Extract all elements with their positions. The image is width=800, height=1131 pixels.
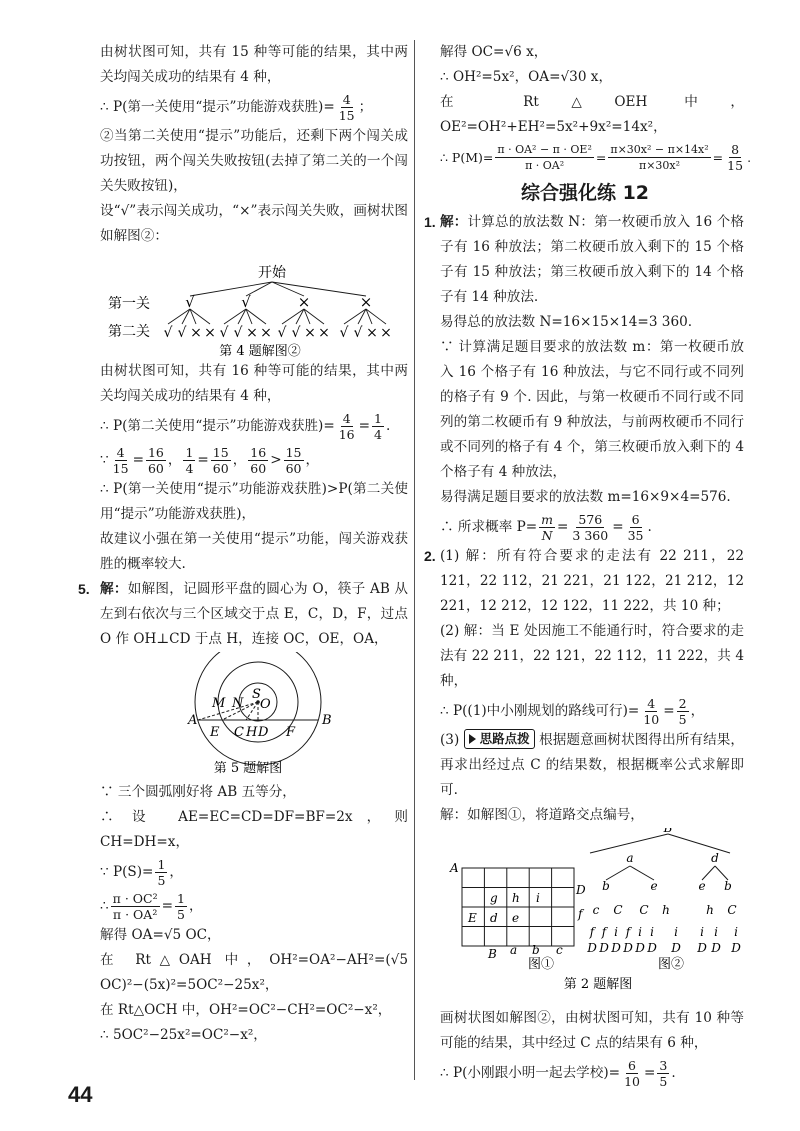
formula-text: ∴ P((1)中小刚规划的路线可行)= [440, 702, 640, 719]
grid-point-label: i [536, 891, 540, 905]
text-line [440, 210, 744, 310]
column-divider [414, 40, 415, 1080]
road-tree-node: D [697, 941, 707, 955]
denominator: 5 [157, 872, 166, 888]
denominator: 3 360 [572, 527, 609, 543]
tree-level2-node: × [190, 325, 202, 341]
formula-text: = [161, 897, 174, 914]
road-tree-node: e [698, 879, 706, 893]
numerator: 1 [185, 444, 194, 460]
fig1-caption: 图① [528, 957, 555, 972]
fraction [608, 143, 710, 172]
numerator: π · OC² [112, 890, 158, 906]
denominator: 10 [624, 1073, 640, 1089]
circle-point-label: N [232, 696, 244, 711]
tree-level2-node: √ [277, 325, 287, 341]
fraction [657, 1059, 669, 1088]
numerator: π · OA² − π · OE² [497, 142, 592, 156]
text-line: 易得总的放法数 N=16×15×14=3 360. [440, 314, 693, 330]
road-figures-svg [440, 828, 758, 1006]
circle-point-label: H [246, 725, 258, 740]
denominator: π · OA² [112, 906, 158, 922]
grid-point-label: h [512, 891, 520, 905]
text-line: 解得 OA=√5 OC， [100, 927, 221, 943]
question-number: 5. [78, 581, 90, 597]
text-line: ∴ 5OC²−25x²=OC²−x²， [100, 1027, 267, 1043]
text-line: 在 Rt△OCH 中，OH²=OC²−CH²=OC²−x²， [100, 1002, 392, 1018]
hint-tag-label: 思路点拨 [479, 731, 530, 746]
circle-point-label: O [260, 697, 271, 712]
fraction [570, 513, 610, 542]
formula-text: ∴ [100, 897, 109, 914]
road-tree-node: C [613, 903, 623, 917]
numerator: 15 [285, 444, 302, 460]
denominator: 60 [212, 460, 229, 476]
numerator: 2 [678, 695, 687, 711]
circle-point-label: C [234, 725, 244, 740]
road-tree-node: D [599, 941, 609, 955]
denominator: 35 [627, 527, 644, 543]
fraction [284, 446, 304, 475]
text-line: ∴ 设 AE=EC=CD=DF=BF=2x，则 CH=DH=x， [100, 809, 408, 850]
formula-text: ∴ P(M)= [440, 149, 494, 165]
road-tree-node: C [639, 903, 649, 917]
denominator: 4 [185, 460, 194, 476]
road-tree-node: C [727, 903, 737, 917]
text-span: 如解图，记圆形平盘的圆心为 O，筷子 AB 从左到右依次与三个区域交于点 E，C，D，F，过点 O 作 OH⊥CD 于点 H，连接 OC，OE，OA， [100, 581, 408, 647]
text-line: 在 Rt△OAH 中，OH²=OA²−AH²=(√5 OC)²−(5x)²=5OC²−25x²， [100, 952, 408, 993]
numerator: 576 [578, 511, 603, 527]
denominator: 60 [285, 460, 302, 476]
formula-text: ， [167, 451, 182, 468]
formula-line [70, 90, 408, 124]
text-line: (2) 解：当 E 处因施工不能通行时，符合要求的走法有 22 211，22 121，22 112，11 222，共 4 种， [440, 623, 744, 689]
numerator: 1 [177, 890, 185, 906]
section-title: 综合强化练 12 [520, 182, 650, 204]
formula-text: = [612, 518, 624, 535]
fraction [641, 697, 661, 726]
formula-text: ∵ P(S)= [100, 863, 154, 880]
tree-level2-node: √ [233, 325, 243, 341]
denominator: 10 [643, 711, 660, 727]
formula-text: ； [358, 98, 373, 115]
tree-level2-label: 第二关 [108, 324, 150, 340]
numerator: m [541, 511, 554, 527]
fraction [539, 513, 555, 542]
fraction [146, 446, 166, 475]
road-caption: 第 2 题解图 [563, 977, 633, 992]
numerator: 15 [212, 444, 229, 460]
denominator: 15 [338, 107, 355, 123]
road-tree-node: h [662, 903, 670, 917]
text-line [100, 577, 408, 652]
numerator: 16 [250, 444, 267, 460]
tree-level2-node: × [246, 325, 258, 341]
road-tree-node: a [626, 851, 634, 865]
grid-point-label: f [578, 907, 583, 921]
numerator: π×30x² − π×14x² [610, 142, 709, 156]
denominator: 5 [177, 906, 185, 922]
grid-point-label: E [468, 911, 477, 925]
road-tree-node: c [592, 903, 600, 917]
tree-diagram-svg [70, 249, 408, 359]
formula-line [70, 855, 408, 889]
text-line: 画树状图如解图②，由树状图可知，共有 10 种等可能的结果，其中经过 C 点的结果有 6 种， [440, 1010, 744, 1051]
circle-diagram [70, 652, 408, 780]
formula-line [440, 510, 744, 544]
fraction [622, 1059, 642, 1088]
tree-level2-node: × [366, 325, 378, 341]
fraction [337, 93, 357, 122]
question-5 [70, 577, 408, 652]
tree-diagram-2 [70, 249, 408, 359]
arrow-right-icon [469, 734, 476, 744]
road-tree-root: B [663, 828, 673, 835]
tree-level2-node: × [304, 325, 316, 341]
tree-caption: 第 4 题解图② [219, 344, 301, 359]
hint-tag [464, 729, 535, 749]
formula-text: = [132, 451, 144, 468]
text-line: (1) 解：所有符合要求的走法有 22 211，22 121，22 112，21 221，21 122，21 212，12 221，12 212，12 122，11 222，共 10 种； [440, 548, 744, 614]
formula-line [426, 140, 752, 174]
denominator: 5 [678, 711, 687, 727]
text-line: 易得满足题目要求的放法数 m=16×9×4=576. [440, 489, 731, 505]
grid-point-label: c [556, 943, 563, 957]
fig2-caption: 图② [658, 957, 685, 972]
formula-line [70, 409, 408, 443]
fraction [337, 412, 357, 441]
fraction [677, 697, 689, 726]
tree-level2-node: × [380, 325, 392, 341]
road-tree-node: i [638, 925, 642, 939]
grid-point-label: g [490, 891, 498, 905]
denominator: 60 [147, 460, 164, 476]
road-tree-node: D [635, 941, 645, 955]
text-line: ②当第二关使用“提示”功能后，还剩下两个闯关成功按钮，两个闯关失败按钮(去掉了第二关的一个闯关失败按钮)， [100, 128, 408, 194]
formula-text: = [663, 702, 675, 719]
fraction [211, 446, 231, 475]
numerator: 8 [731, 141, 740, 157]
fraction [248, 446, 268, 475]
road-tree-node: D [647, 941, 657, 955]
formula-text: = [358, 417, 371, 434]
fraction [155, 858, 167, 887]
formula-text: > [270, 451, 282, 468]
denominator: π · OA² [525, 158, 565, 172]
text-line: ∵ 三个圆弧刚好将 AB 五等分， [100, 784, 296, 800]
numerator: 1 [157, 856, 166, 872]
road-tree-node: i [674, 925, 678, 939]
denominator: N [541, 527, 553, 543]
question-number: 1. [424, 214, 436, 230]
formula-text: . [385, 417, 391, 434]
circle-point-label: F [286, 725, 296, 740]
road-tree-node: D [587, 941, 597, 955]
road-tree-node: D [611, 941, 621, 955]
circle-caption: 第 5 题解图 [213, 761, 283, 776]
tree-level2-node: × [204, 325, 216, 341]
road-figures [440, 828, 744, 1006]
tree-level2-node: × [318, 325, 330, 341]
denominator: 15 [727, 157, 744, 173]
text-span: 计算总的放法数 N：第一枚硬币放入 16 个格子有 16 种放法；第二枚硬币放入剩下的 15 个格子有 15 种放法；第三枚硬币放入剩下的 14 个格子有 14 种放法. [440, 214, 745, 305]
text-line: 设“√”表示闯关成功，“×”表示闯关失败，画树状图如解图②： [100, 203, 408, 244]
solution-head: 解： [100, 581, 128, 597]
denominator: 15 [112, 460, 129, 476]
text-line: 由树状图可知，共有 16 种等可能的结果，其中两关均闯关成功的结果有 4 种， [100, 363, 408, 404]
formula-text: ， [690, 702, 705, 719]
text-line: 解得 OC=√6 x， [440, 44, 548, 60]
text-line: 由树状图可知，共有 15 种等可能的结果，其中两关均闯关成功的结果有 4 种， [100, 44, 408, 85]
road-tree-node: i [734, 925, 738, 939]
road-tree-node: i [714, 925, 718, 939]
road-tree-node: h [706, 903, 714, 917]
text-line: 故建议小强在第一关使用“提示”功能，闯关游戏获胜的概率较大. [100, 531, 408, 572]
formula-text: . [747, 149, 752, 165]
formula-line [70, 889, 408, 923]
formula-text: . [647, 518, 652, 535]
denominator: 60 [250, 460, 267, 476]
grid-point-label: a [510, 943, 518, 957]
denominator: 5 [659, 1073, 668, 1089]
formula-text: = [557, 518, 569, 535]
road-tree-node: i [614, 925, 618, 939]
formula-text: = [197, 451, 209, 468]
text-line: ∴ OH²=5x²，OA=√30 x， [440, 69, 613, 85]
tree-level1-label: 第一关 [108, 296, 150, 312]
formula-text: . [671, 1064, 676, 1081]
solution-head: 解： [440, 214, 468, 230]
fraction [372, 412, 384, 441]
right-column [424, 40, 752, 1090]
tree-level2-node: √ [163, 325, 173, 341]
formula-line [440, 694, 744, 728]
question-1 [426, 210, 744, 544]
tree-start-label: 开始 [258, 265, 286, 281]
circle-point-label: M [212, 696, 226, 711]
text-line: 在 Rt△OEH 中，OE²=OH²+EH²=5x²+9x²=14x²， [440, 94, 744, 135]
numerator: 6 [628, 1057, 636, 1073]
tree-level1-node: √ [241, 293, 251, 311]
tree-level2-node: √ [219, 325, 229, 341]
circle-point-label: E [210, 725, 220, 740]
fraction [183, 446, 195, 475]
text-line [440, 728, 744, 803]
road-tree-node: i [650, 925, 654, 939]
formula-text: ∴ P(第二关使用“提示”功能游戏获胜)= [100, 417, 335, 434]
denominator: 4 [374, 426, 382, 442]
formula-text: ∵ [100, 451, 109, 468]
tree-level2-node: √ [291, 325, 301, 341]
fraction [111, 446, 131, 475]
road-tree-node: d [711, 851, 719, 865]
formula-text: ， [169, 863, 183, 880]
road-tree-node: b [602, 879, 610, 893]
numerator: 4 [116, 444, 125, 460]
grid-point-label: b [532, 943, 540, 957]
text-line: ∴ P(第一关使用“提示”功能游戏获胜)>P(第二关使用“提示”功能游戏获胜)， [100, 481, 408, 522]
circle-point-label: D [258, 725, 269, 740]
fraction [725, 143, 745, 172]
tree-level2-node: √ [177, 325, 187, 341]
road-tree-node: D [623, 941, 633, 955]
numerator: 1 [374, 410, 382, 426]
grid-point-label: D [576, 883, 586, 897]
denominator: π×30x² [638, 158, 681, 172]
fraction [495, 143, 593, 172]
formula-text: = [595, 149, 607, 165]
text-span: (3) [440, 732, 460, 748]
text-span: 根据题意画树状图得出所有结果，再求出经过点 C 的结果数，根据概率公式求解即可. [440, 732, 745, 798]
formula-text: ， [232, 451, 247, 468]
left-column [70, 40, 408, 1048]
text-line: ∵ 计算满足题目要求的放法数 m：第一枚硬币放入 16 个格子有 16 种放法，与它不同行或不同列的格子有 9 个. 因此，与第一枚硬币不同行或不同列的第二枚硬币有 9 种放法，与前两枚硬币不同行或不同列的格子有 4 个，第三枚硬币放入剩下的 4 个格子有 4 种放法， [440, 339, 744, 480]
fraction [626, 513, 646, 542]
question-2 [426, 544, 744, 1090]
numerator: 6 [631, 511, 640, 527]
grid-point-label: d [490, 911, 498, 925]
text-line: 解：如解图①，将道路交点编号， [440, 807, 644, 823]
road-tree-node: f [589, 925, 595, 939]
road-tree-node: D [671, 941, 681, 955]
road-tree-node: b [724, 879, 732, 893]
road-tree-node: D [731, 941, 741, 955]
fraction [111, 892, 160, 921]
circle-diagram-svg [70, 652, 408, 780]
numerator: 4 [647, 695, 656, 711]
road-tree-node: i [700, 925, 704, 939]
formula-text: = [712, 149, 724, 165]
formula-text: ∴ P(小刚跟小明一起去学校)= [440, 1064, 621, 1081]
formula-text: ∴ 所求概率 P= [440, 518, 538, 535]
grid-point-label: e [512, 911, 520, 925]
road-tree-node: f [625, 925, 631, 939]
circle-point-label: S [252, 687, 261, 702]
tree-level2-node: × [260, 325, 272, 341]
road-tree-node: f [601, 925, 607, 939]
page-number: 44 [68, 1082, 93, 1107]
road-tree-node: e [650, 879, 658, 893]
grid-point-label: B [488, 947, 497, 961]
tree-level1-node: × [359, 293, 373, 311]
tree-level1-node: √ [185, 293, 195, 311]
numerator: 4 [342, 91, 351, 107]
formula-text: ， [305, 451, 320, 468]
question-number: 2. [424, 548, 436, 564]
numerator: 3 [659, 1057, 668, 1073]
formula-line [440, 1056, 744, 1090]
formula-text: ， [188, 897, 203, 914]
formula-line [70, 443, 408, 477]
tree-level1-node: × [297, 293, 311, 311]
grid-point-label: A [450, 861, 459, 875]
denominator: 16 [338, 426, 355, 442]
formula-text: = [643, 1064, 656, 1081]
fraction [175, 892, 187, 921]
circle-point-label: B [322, 713, 332, 728]
tree-level2-node: √ [353, 325, 363, 341]
circle-point-label: A [188, 713, 198, 728]
numerator: 16 [147, 444, 164, 460]
road-tree-node: D [711, 941, 721, 955]
tree-level2-node: √ [339, 325, 349, 341]
numerator: 4 [342, 410, 351, 426]
formula-text: ∴ P(第一关使用“提示”功能游戏获胜)= [100, 98, 335, 115]
